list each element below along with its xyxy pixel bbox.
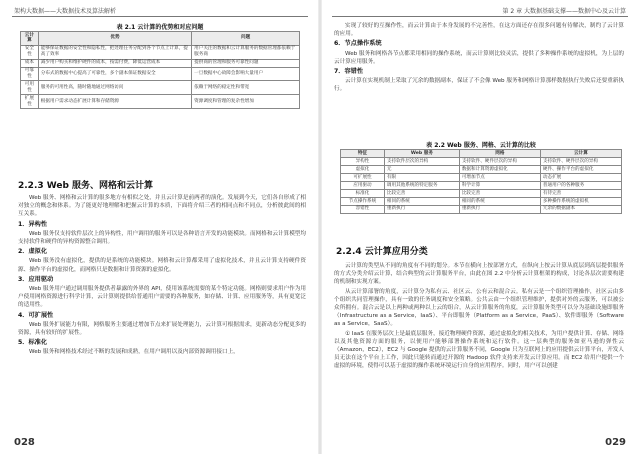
table-2-2	[340, 149, 622, 214]
table-cell: 一旦数据中心故障会影响大量用户	[192, 67, 300, 81]
paragraph: 实现了较好的互操作性，而云计算由于本身发展的不完善性，在这方面还存在很多问题有待解决，制约了云计算的应用。	[334, 23, 624, 38]
right-top-body-text	[334, 22, 624, 95]
paragraph: Web 服务扩展能力有限，网格服务主要通过增加节点来扩展处理能力，云计算可根据需求，更新动态分配更多的资源，具有较好的扩展性。	[18, 321, 306, 337]
table-row-label: 可扩展性	[341, 173, 385, 181]
table-cell: 用户关注的数据和云计算服务的数据管理都依赖于服务商	[192, 45, 300, 59]
paragraph: Web 服务用户通过调用服务提供者暴露的外界的 API，使用该系统需要的某个特定功能。网格则要求用户作为用户使用网格资源进行科学计算，云计算则提供给普通用户需要的各种服务，如存储、计算、应用服务等，具有更宽泛的适用性。	[18, 286, 306, 309]
subsection-heading: 7．容错性	[334, 68, 364, 76]
table-cell: 根据用户需求动态扩展计算和存储资源	[38, 95, 191, 109]
table-row-label: 成本	[21, 59, 39, 67]
paragraph: Web 服务、网格和云计算的很多地方有相似之处，并且云计算是前两者的演化。发展到今天，它们各自形成了相对独立的概念和体系。为了能更好地理解和把握云计算的本质，下面将介绍三者的相同点和不同点，分析彼此间的相互关系。	[18, 195, 306, 218]
table-cell: 依赖于网络的稳定性和带宽	[192, 81, 300, 95]
table-cell: 支持软件、硬件层次的异构	[540, 157, 621, 165]
table-row-label: 应用驱动	[341, 181, 385, 189]
paragraph: 云计算在实现机制上采取了冗余的数据副本，保证了不会像 Web 服务和网格计算那样数据执行失败后还要重新执行。	[334, 78, 624, 93]
table-header-cell: 特征	[341, 150, 385, 158]
table-cell: 支持软件层次的异构	[384, 157, 459, 165]
table-cell: 冗余的数据副本	[540, 205, 621, 213]
paragraph: Web 服务和网格技术经过不断的发展和成熟，在用户调用以及内部资源调用接口上，	[29, 349, 239, 356]
table-row	[21, 59, 300, 67]
table-header-row	[21, 32, 300, 46]
table-header-cell: 网格	[459, 150, 540, 158]
table-row-label: 扩展性	[21, 95, 39, 109]
table-row	[21, 67, 300, 81]
table-row-label: 节点操作系统	[341, 197, 385, 205]
paragraph: Web 服务和网格各节点都采用相同的操作系统，而云计算则比较灵活，提供了多种操作系统的虚拟机，为上层的云计算应用服务。	[334, 50, 624, 65]
left-header-rule	[12, 16, 308, 17]
table-row-label: 可靠性	[21, 67, 39, 81]
subsection-heading: 1．异构性	[18, 220, 48, 228]
table-cell: 有待完善	[540, 189, 621, 197]
section-heading-2-2-3: 2.2.3 Web 服务、网格和云计算	[18, 181, 154, 191]
table-cell: 提供商的管理和服务可靠性问题	[192, 59, 300, 67]
table-row-label: 可用性	[21, 81, 39, 95]
section-heading-2-2-4: 2.2.4 云计算应用分类	[336, 247, 428, 257]
table-cell: 调用其他系统的特定服务	[384, 181, 459, 189]
right-page-number: 029	[605, 437, 626, 448]
table-cell: 服务的可用性高，随时随地通过网络访问	[38, 81, 191, 95]
table-row	[21, 81, 300, 95]
table-cell: 无	[384, 165, 459, 173]
table-cell: 资源调度和管理的复杂性增加	[192, 95, 300, 109]
table-cell: 分布式的数据中心提高了可靠性，多个副本保证数据安全	[38, 67, 191, 81]
table-body	[341, 157, 622, 213]
table-cell: 相同的系统	[459, 197, 540, 205]
subsection-heading: 5．标准化	[18, 339, 48, 347]
paragraph: Web 服务仅支持软件层次上的异构性，用户调用的服务可以是各种语言开发的功能模块。而网格和云计算模型均支持软件和硬件的异构资源整合调用。	[18, 230, 306, 246]
table-cell: 动态扩展	[540, 173, 621, 181]
paragraph: Web 服务没有虚拟化，提供的是系统的功能模块。网格和云计算都采用了虚拟化技术，并且云计算支持硬件资源、操作平台的虚拟化，而网格只是数据和计算资源的虚拟化。	[18, 258, 306, 273]
table-header-cell: 云计算	[21, 32, 39, 46]
paragraph: ① IaaS 在服务层次上是最底层服务，接近物理硬件资源，通过虚拟化的相关技术，为用户提供计算、存储、网络以及其他资源方面的服务，以便用户能够部署操作系统和运行软件。这一层典型的服务如亚马逊的弹性云（Amazon，EC2），EC2 与 Google 提供的云计算服务不同，Google 只为互联网上的应用提供云计算平台，开发人员无法在这个平台上工作，因此只能转而通过开源的 Hadoop 软件支持来开发云计算应用。而 EC2 给用户提供一个虚拟的环境，使得可以基于虚拟的操作系统环境运行自身的应用程序。同时，用户可以创建	[334, 330, 624, 370]
table-header-cell: 问题	[192, 32, 300, 46]
table-cell: 支持软件、硬件层次的异构	[459, 157, 540, 165]
table-cell: 比较完善	[459, 189, 540, 197]
table-header-cell: Web 服务	[384, 150, 459, 158]
paragraph: 云计算的类型从不同的角度有不同的划分。本节在横向上按部署方式，在纵向上按云计算从底层到高层提供服务的方式分类介绍云计算，结合典型的云计算服务平台，由此在图 2.2 中分析云计算框架的构成，讨论各层次需要构建的机制和实现方案。	[334, 263, 624, 286]
left-page-number: 028	[14, 437, 35, 448]
table-row	[21, 95, 300, 109]
table-row	[341, 189, 622, 197]
left-running-header: 架构大数据——大数据技术及算法解析	[14, 8, 117, 15]
table-row	[341, 173, 622, 181]
table-row	[341, 181, 622, 189]
right-page	[320, 0, 640, 454]
right-header-rule	[332, 16, 628, 17]
subsection-heading: 6．节点操作系统	[334, 40, 382, 48]
table-cell: 普通用户的各种服务	[540, 181, 621, 189]
table-cell: 科学计算	[459, 181, 540, 189]
table-header-row	[341, 150, 622, 158]
table-row	[341, 197, 622, 205]
table-row-label: 标准化	[341, 189, 385, 197]
table-cell: 能够保证数据的安全性和隐私性，把处理任务分配到各个节点上计算，提高了效率	[38, 45, 191, 59]
table-cell: 可增加节点	[459, 173, 540, 181]
table-header-cell: 优势	[38, 32, 191, 46]
left-body-text	[18, 194, 306, 358]
paragraph: 从云计算部署的角度，云计算分为私有云、社区云、公有云和混合云。私有云是一个组织管理操作，社区云由多个组织共同管理操作，具有一致的任务调度和安全策略。公共云由一个组织管理维护，提供对外的云服务，可以被公众所拥有。混合云是以上两种或两种以上云的组合，从云计算服务的角度，云计算服务类型可以分为基础设施即服务（Infrastructure as a Service，IaaS）、平台即服务（Platform as a Service，PaaS）、软件即服务（Software as a Service，SaaS）。	[334, 288, 624, 328]
right-running-header: 第 2 章 大数据基础支撑——数据中心及云计算	[502, 8, 626, 15]
table-row	[21, 45, 300, 59]
table-row-label: 容错性	[341, 205, 385, 213]
table-cell: 多种操作系统的虚拟机	[540, 197, 621, 205]
table-cell: 重新执行	[384, 205, 459, 213]
table-2-2-caption: 表 2.2 Web 服务、网格、云计算的比较	[426, 142, 536, 149]
right-bottom-body-text	[334, 262, 624, 372]
table-cell: 硬件、操作平台的虚拟化	[540, 165, 621, 173]
table-row	[341, 205, 622, 213]
table-2-1-caption: 表 2.1 云计算的优势和对应问题	[116, 24, 204, 31]
table-row-label: 安全性	[21, 45, 39, 59]
table-header-cell: 云计算	[540, 150, 621, 158]
table-cell: 数据和计算资源虚拟化	[459, 165, 540, 173]
table-cell: 相同的系统	[384, 197, 459, 205]
table-cell: 有限	[384, 173, 459, 181]
table-cell: 比较完善	[384, 189, 459, 197]
table-2-1	[20, 31, 300, 109]
subsection-heading: 4．可扩展性	[18, 311, 54, 319]
table-cell: 减少用户购买和维护硬件的成本，按需付费，降低运营成本	[38, 59, 191, 67]
table-row-label: 异构性	[341, 157, 385, 165]
table-row	[341, 157, 622, 165]
subsection-heading: 2．虚拟化	[18, 248, 48, 256]
table-body	[21, 45, 300, 108]
subsection-heading: 3．应用驱动	[18, 275, 54, 283]
table-cell: 重新执行	[459, 205, 540, 213]
table-row-label: 虚拟化	[341, 165, 385, 173]
table-row	[341, 165, 622, 173]
